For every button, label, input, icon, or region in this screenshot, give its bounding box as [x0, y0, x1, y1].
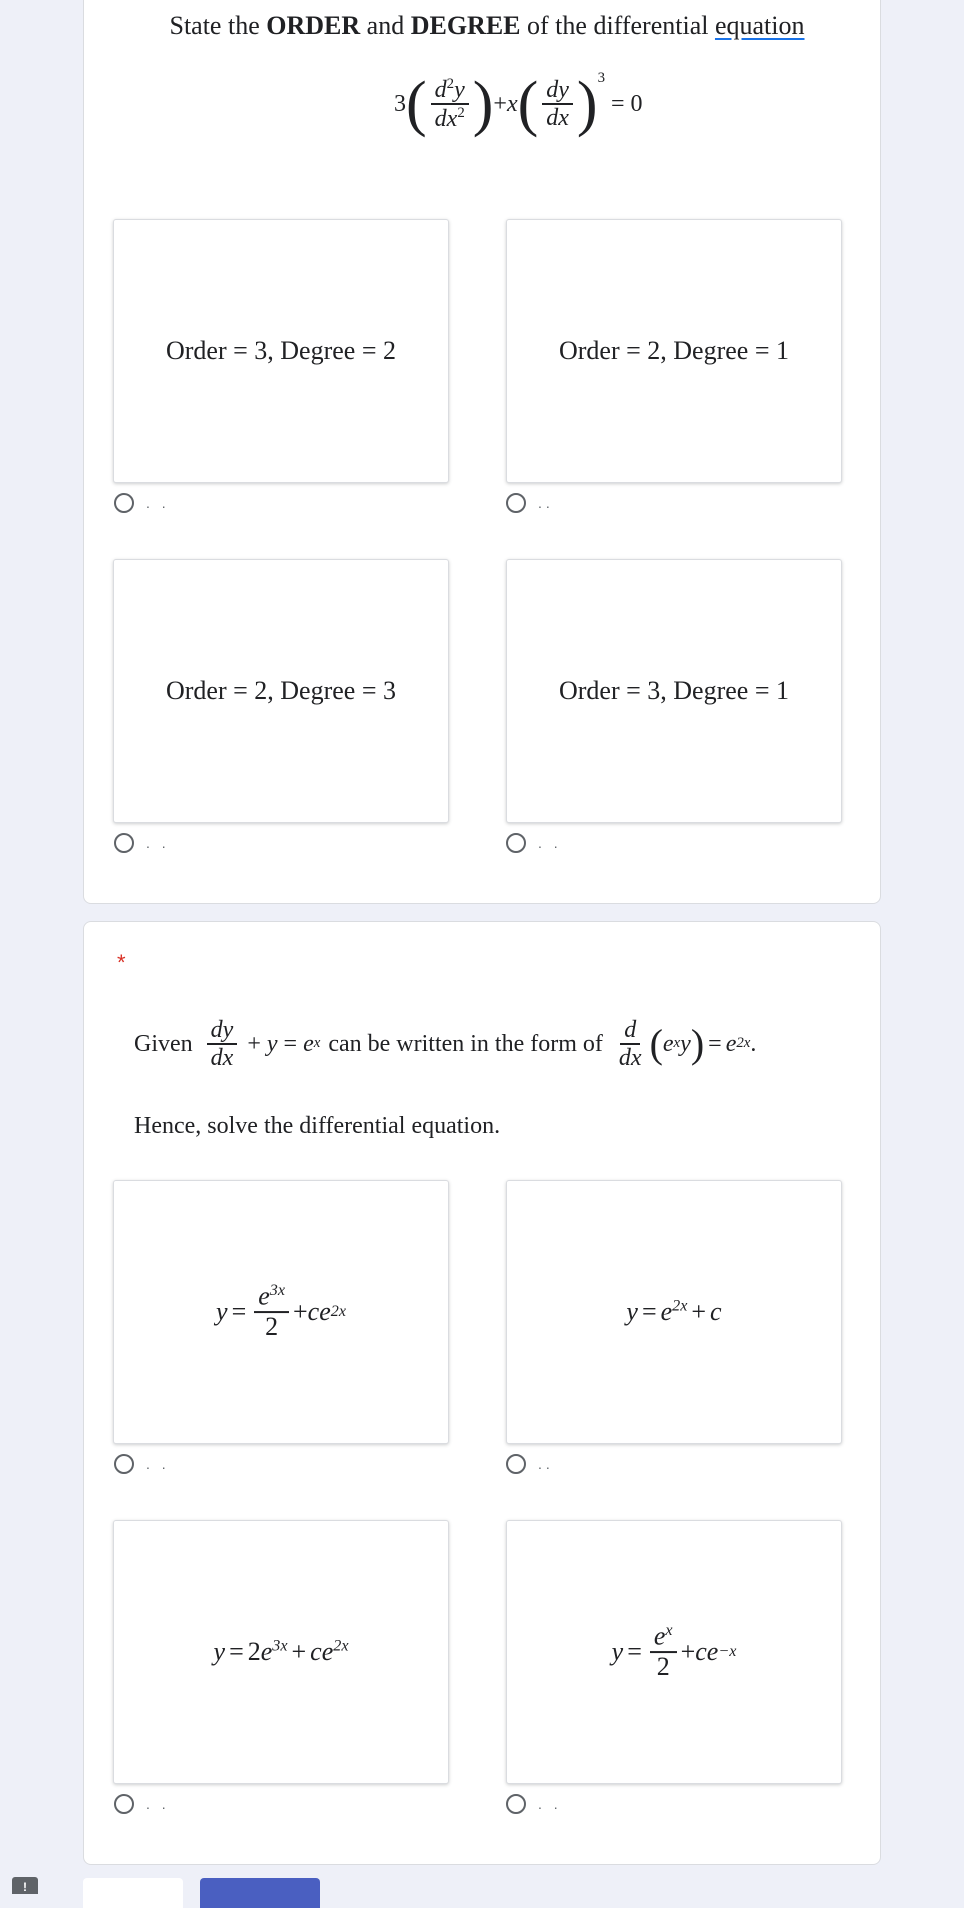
option-label: Order = 2, Degree = 3 — [165, 676, 396, 705]
question-card-1 — [83, 0, 881, 904]
equation-link[interactable]: equation — [714, 11, 805, 40]
radio-option[interactable] — [114, 828, 170, 858]
option-label: Order = 3, Degree = 2 — [165, 336, 396, 365]
form-equation: $\frac{d}{dx}$ ( e x y ) = e 2x . — [618, 1017, 757, 1072]
option-card[interactable] — [113, 1520, 449, 1784]
option-card[interactable] — [113, 219, 449, 483]
option-card[interactable] — [506, 559, 842, 823]
radio-option[interactable] — [506, 1789, 562, 1819]
warning-icon: ! — [12, 1877, 38, 1894]
radio-button[interactable] — [114, 1794, 134, 1814]
next-button[interactable] — [200, 1878, 320, 1908]
option-label: Order = 2, Degree = 1 — [558, 336, 789, 365]
radio-option[interactable] — [114, 1789, 170, 1819]
option-equation: y = $\frac{e^x}{2}$ + ce −x — [611, 1621, 737, 1682]
radio-button[interactable] — [114, 1454, 134, 1474]
question-2-subprompt: Hence, solve the differential equation. — [134, 1113, 501, 1139]
back-button[interactable] — [83, 1878, 183, 1908]
radio-dots: . . — [538, 1796, 562, 1812]
required-marker: * — [117, 950, 126, 975]
radio-button[interactable] — [114, 493, 134, 513]
radio-dots: . . — [146, 1456, 170, 1472]
radio-button[interactable] — [506, 1454, 526, 1474]
question-1-equation: 3 ( $\frac{d^2y}{dx^2}$ ) + x ( $\frac{dy}{dx}$ ) $^3$ = 0 — [394, 69, 643, 138]
radio-button[interactable] — [506, 833, 526, 853]
radio-option[interactable] — [506, 488, 554, 518]
radio-option[interactable] — [506, 1449, 554, 1479]
option-card[interactable] — [506, 1520, 842, 1784]
given-equation: $\frac{dy}{dx}$ + y = e x — [203, 1017, 321, 1072]
radio-button[interactable] — [114, 833, 134, 853]
radio-dots: . . — [146, 835, 170, 851]
radio-option[interactable] — [114, 1449, 170, 1479]
radio-dots: . . — [146, 495, 170, 511]
radio-dots: . . — [538, 835, 562, 851]
radio-dots: .. — [538, 1456, 554, 1472]
option-equation: $y = 2e^{3x} + ce^{2x}$ — [213, 1637, 349, 1666]
option-card[interactable] — [506, 219, 842, 483]
radio-dots: .. — [538, 495, 554, 511]
option-equation: y = $\frac{e^{3x}}{2}$ + ce 2x — [216, 1281, 346, 1342]
option-card[interactable] — [506, 1180, 842, 1444]
option-card[interactable] — [113, 1180, 449, 1444]
option-equation: $y = e^{2x} + c$ — [626, 1297, 722, 1326]
option-label: Order = 3, Degree = 1 — [558, 676, 789, 705]
radio-button[interactable] — [506, 1794, 526, 1814]
question-1-prompt: State the ORDER and DEGREE of the differential equation — [169, 11, 805, 40]
question-card-2 — [83, 921, 881, 1865]
radio-option[interactable] — [114, 488, 170, 518]
question-2-prompt: Given $\frac{dy}{dx}$ + y = e x can be written in the form of $\frac{d}{dx}$ ( e x y ) = e 2x . — [134, 1017, 757, 1072]
radio-button[interactable] — [506, 493, 526, 513]
option-card[interactable] — [113, 559, 449, 823]
radio-option[interactable] — [506, 828, 562, 858]
radio-dots: . . — [146, 1796, 170, 1812]
